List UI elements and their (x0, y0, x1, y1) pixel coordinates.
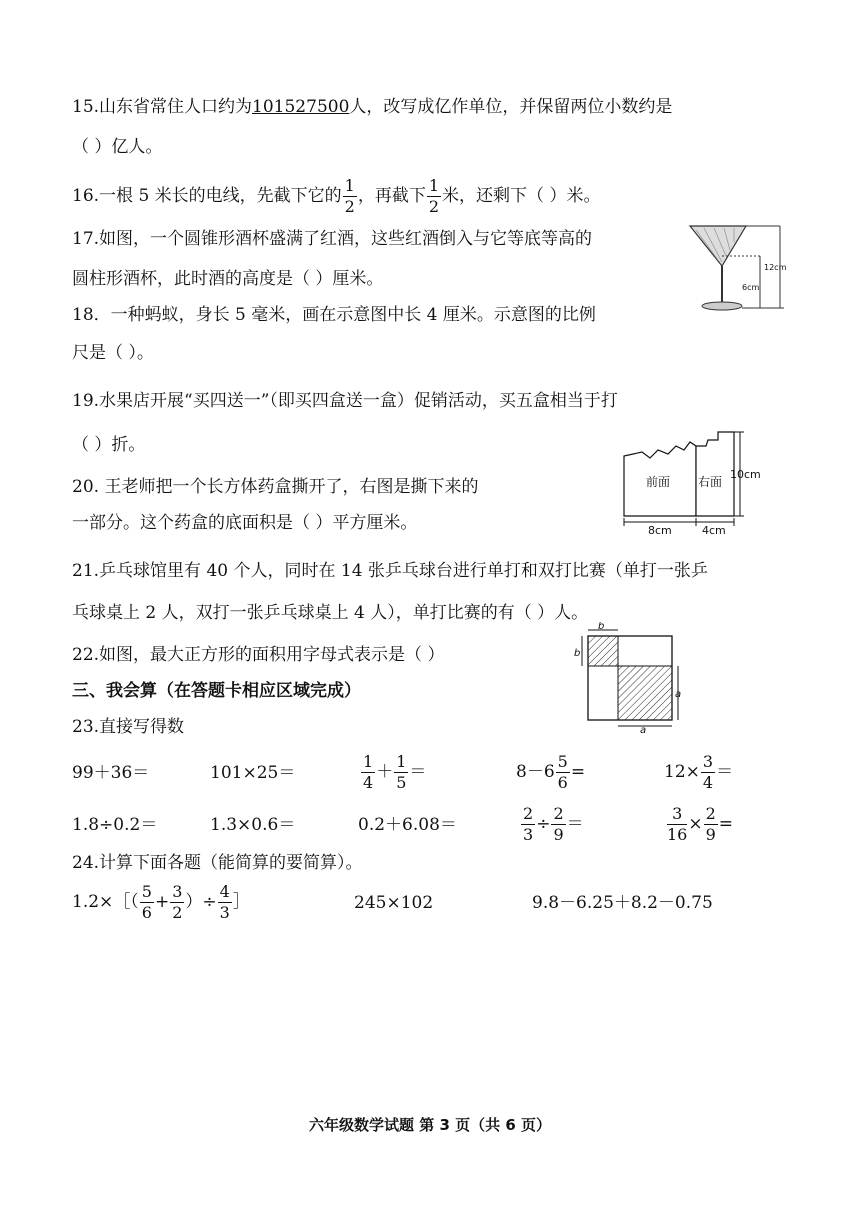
calc-r2c1: 1.8÷0.2＝ (72, 815, 158, 835)
q16-line: 16.一根 5 米长的电线，先截下它的 $\frac{1}{2}$ ，再截下 $\frac{1}{2}$ 米，还剩下（ ）米。 (72, 176, 601, 216)
q17-line1: 17.如图，一个圆锥形酒杯盛满了红酒，这些红酒倒入与它等底等高的 (72, 229, 593, 249)
q21-line1: 21.乒乓球馆里有 40 个人，同时在 14 张乒乓球台进行单打和双打比赛（单打一张乒 (72, 561, 708, 581)
label-b-left: b (574, 648, 581, 659)
calc-r2c5: $\frac{3}{16}$ × $\frac{2}{9}$ = (667, 804, 734, 844)
fraction: $\frac{1}{2}$ (428, 176, 440, 216)
fraction: $\frac{1}{2}$ (344, 176, 355, 216)
width-4cm: 4cm (702, 524, 726, 537)
q19-line1: 19.水果店开展“买四送一”（即买四盒送一盒）促销活动，买五盒相当于打 (72, 391, 618, 411)
wine-glass-figure (688, 220, 796, 312)
label-a-right: a (675, 689, 682, 700)
q19-line2: （ ）折。 (72, 435, 146, 455)
q18-line1: 18．一种蚂蚁，身长 5 毫米，画在示意图中长 4 厘米。示意图的比例 (72, 305, 596, 325)
height-10cm: 10cm (730, 468, 761, 481)
expr-3: 9.8－6.25＋8.2－0.75 (532, 893, 713, 913)
q21-line2: 乓球桌上 2 人，双打一张乒乓球桌上 4 人），单打比赛的有（ ）人。 (72, 603, 589, 623)
calc-r1c2: 101×25＝ (210, 763, 296, 783)
calc-r1c5: 12× $\frac{3}{4}$ ＝ (664, 752, 734, 792)
calc-r1c4: 8－6 $\frac{5}{6}$ = (516, 752, 586, 792)
calc-r2c3: 0.2＋6.08＝ (358, 815, 457, 835)
label-a-bottom: a (640, 725, 647, 734)
expr-2: 245×102 (354, 893, 434, 913)
q23-title: 23.直接写得数 (72, 717, 185, 737)
expr-1: 1.2×［（ $\frac{5}{6}$ + $\frac{3}{2}$ ）÷ $\frac{4}{3}$ ］ (72, 882, 250, 922)
calc-r1c3: $\frac{1}{4}$ ＋ $\frac{1}{5}$ ＝ (363, 752, 427, 792)
calc-r1c1: 99＋36＝ (72, 763, 150, 783)
q20-line1: 20. 王老师把一个长方体药盒撕开了，右图是撕下来的 (72, 477, 479, 497)
q15-line2: （ ）亿人。 (72, 137, 163, 157)
calc-r2c2: 1.3×0.6＝ (210, 815, 296, 835)
height-label-6: 6cm (742, 283, 760, 292)
q18-line2: 尺是（ ）。 (72, 343, 154, 363)
q15-line1: 15.山东省常住人口约为101527500人，改写成亿作单位，并保留两位小数约是 (72, 97, 673, 117)
q24-title: 24.计算下面各题（能简算的要简算）。 (72, 853, 363, 873)
population-number: 101527500 (252, 97, 350, 117)
width-8cm: 8cm (648, 524, 672, 537)
q20-line2: 一部分。这个药盒的底面积是（ ）平方厘米。 (72, 513, 418, 533)
section-heading: 三、我会算（在答题卡相应区域完成） (72, 681, 361, 701)
q22-line: 22.如图，最大正方形的面积用字母式表示是（ ） (72, 645, 445, 665)
front-face-label: 前面 (646, 475, 671, 489)
label-b-top: b (598, 622, 605, 632)
medicine-box-figure (618, 428, 768, 540)
right-face-label: 右面 (698, 475, 723, 489)
q17-line2: 圆柱形酒杯，此时酒的高度是（ ）厘米。 (72, 269, 384, 289)
page-footer: 六年级数学试题 第 3 页（共 6 页） (309, 1116, 551, 1134)
height-label-12: 12cm (764, 263, 787, 272)
square-figure (574, 622, 684, 734)
calc-r2c4: $\frac{2}{3}$ ÷ $\frac{2}{9}$ ＝ (523, 804, 584, 844)
